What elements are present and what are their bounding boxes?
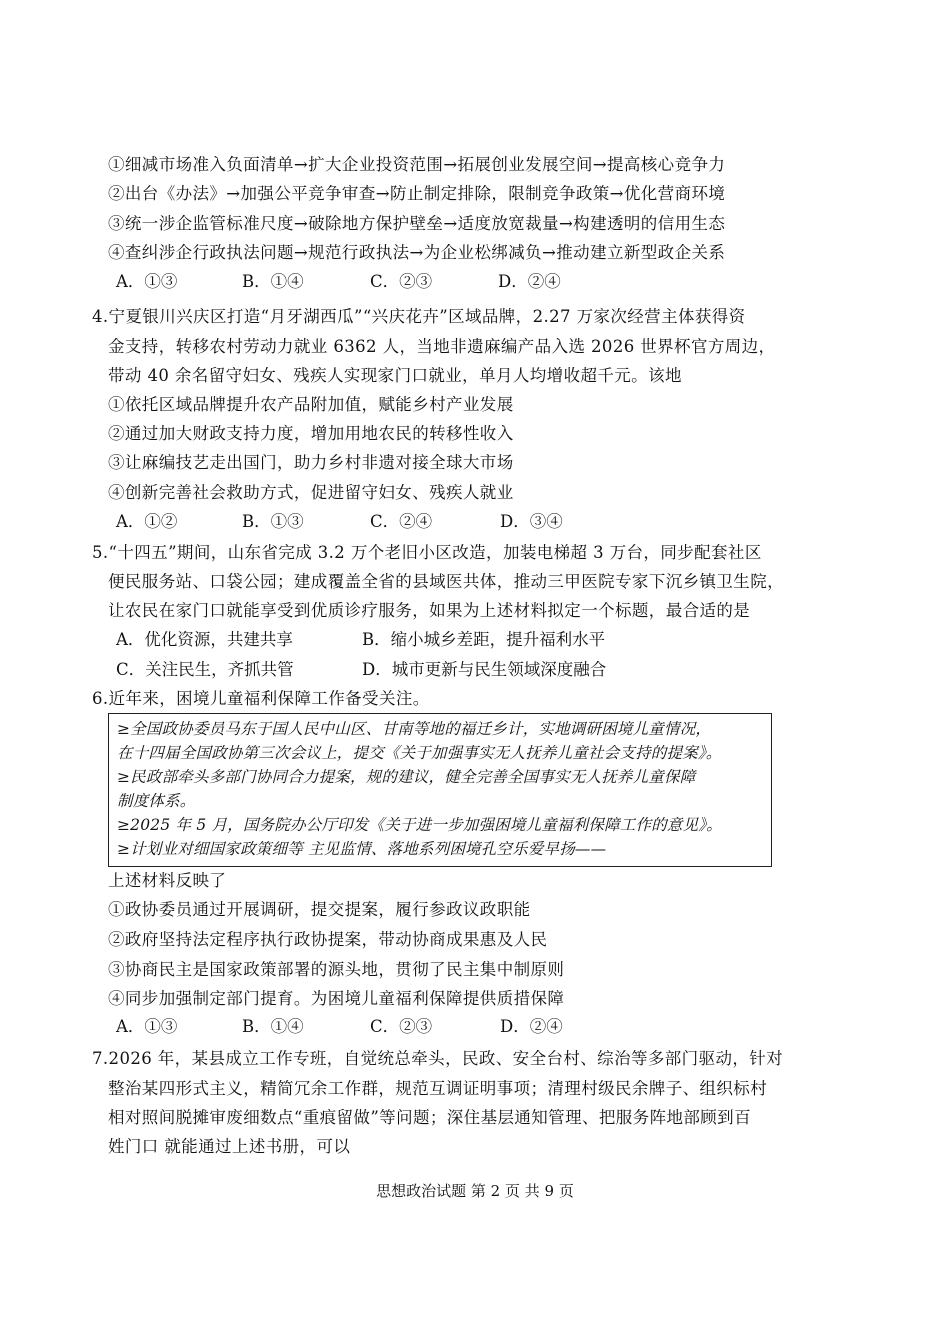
q4-choice-a[interactable]: A．①② [116, 512, 178, 531]
q4-option-4: ④创新完善社会救助方式，促进留守妇女、残疾人就业 [108, 483, 514, 502]
q7-stem-line-3: 相对照间脱摊审废细数点“重痕留做”等问题；深住基层通知管理、把服务阵地部顾到百 [108, 1108, 751, 1127]
q4-stem-line-3: 带动 40 余名留守妇女、残疾人实现家门口就业，单月人均增收超千元。该地 [108, 366, 682, 385]
q4-option-3: ③让麻编技艺走出国门，助力乡村非遗对接全球大市场 [108, 453, 514, 472]
q6-choice-b[interactable]: B．①④ [242, 1017, 304, 1036]
q4-choice-b[interactable]: B．①③ [242, 512, 304, 531]
q3-choice-b[interactable]: B．①④ [242, 272, 304, 291]
q4-stem-line-2: 金支持，转移农村劳动力就业 6362 人，当地非遗麻编产品入选 2026 世界杯官方周边， [108, 337, 776, 356]
q3-choice-c[interactable]: C．②③ [370, 272, 433, 291]
q6-option-4: ④同步加强制定部门提育。为困境儿童福利保障提供质措保障 [108, 989, 565, 1008]
q6-stem: 6.近年来，困境儿童福利保障工作备受关注。 [92, 689, 430, 708]
q7-stem-line-2: 整治某四形式主义，精简冗余工作群，规范互调证明事项；清理村级民余牌子、组织标村 [108, 1079, 768, 1098]
q7-stem-line-1: 7.2026 年，某县成立工作专班，自觉统总牵头，民政、安全台村、综治等多部门驱动，针对 [92, 1049, 784, 1068]
q3-choice-a[interactable]: A．①③ [116, 272, 178, 291]
q5-choice-b[interactable]: B．缩小城乡差距，提升福利水平 [362, 630, 606, 649]
q3-option-3: ③统一涉企监管标准尺度→破除地方保护壁垒→适度放宽裁量→构建透明的信用生态 [108, 214, 726, 233]
q6-material-box [108, 713, 772, 867]
q6-choice-d[interactable]: D．②④ [500, 1017, 563, 1036]
q6-material-line-1: ≥全国政协委员马东于国人民中山区、甘南等地的福迁乡计，实地调研困境儿童情况， [117, 720, 712, 738]
q6-option-3: ③协商民主是国家政策部署的源头地，贯彻了民主集中制原则 [108, 960, 565, 979]
q6-lead: 上述材料反映了 [108, 871, 227, 890]
q6-material-line-6: ≥计划业对细国家政策细等 主见监情、落地系列困境孔空乐爱早扬—— [117, 840, 607, 858]
q6-option-2: ②政府坚持法定程序执行政协提案，带动协商成果惠及人民 [108, 930, 548, 949]
q5-choice-c[interactable]: C．关注民生，齐抓共管 [116, 660, 294, 679]
q3-option-4: ④查纠涉企行政执法问题→规范行政执法→为企业松绑减负→推动建立新型政企关系 [108, 243, 726, 262]
q4-option-1: ①依托区域品牌提升农产品附加值，赋能乡村产业发展 [108, 395, 514, 414]
q6-choice-a[interactable]: A．①③ [116, 1017, 178, 1036]
q4-choice-d[interactable]: D．③④ [500, 512, 563, 531]
q4-stem-line-1: 4.宁夏银川兴庆区打造“月牙湖西瓜”“兴庆花卉”区域品牌，2.27 万家次经营主体获得资 [92, 307, 746, 326]
q6-material-line-2: 在十四届全国政协第三次会议上，提交《关于加强事实无人抚养儿童社会支持的提案》。 [117, 744, 722, 762]
q6-material-line-5: ≥2025 年 5 月，国务院办公厅印发《关于进一步加强困境儿童福利保障工作的意见》。 [117, 816, 722, 834]
q4-option-2: ②通过加大财政支持力度，增加用地农民的转移性收入 [108, 424, 514, 443]
q5-choice-a[interactable]: A．优化资源，共建共享 [116, 630, 293, 649]
q5-stem-line-2: 便民服务站、口袋公园；建成覆盖全省的县域医共体，推动三甲医院专家下沉乡镇卫生院， [108, 572, 784, 591]
q6-option-1: ①政协委员通过开展调研，提交提案，履行参政议政职能 [108, 900, 531, 919]
page-footer: 思想政治试题 第 2 页 共 9 页 [376, 1182, 574, 1200]
q4-choice-c[interactable]: C．②④ [370, 512, 433, 531]
q6-material-line-4: 制度体系。 [117, 792, 196, 810]
q5-stem-line-1: 5.“十四五”期间，山东省完成 3.2 万个老旧小区改造，加装电梯超 3 万台，同步配套社区 [92, 543, 762, 562]
q3-choice-d[interactable]: D．②④ [498, 272, 561, 291]
q3-option-2: ②出台《办法》→加强公平竞争审查→防止制定排除，限制竞争政策→优化营商环境 [108, 184, 726, 203]
q6-material-line-3: ≥民政部牵头多部门协同合力提案，规的建议，健全完善全国事实无人抚养儿童保障 [117, 768, 696, 786]
q5-stem-line-3: 让农民在家门口就能享受到优质诊疗服务，如果为上述材料拟定一个标题，最合适的是 [108, 601, 751, 620]
q6-choice-c[interactable]: C．②③ [370, 1017, 433, 1036]
q5-choice-d[interactable]: D．城市更新与民生领域深度融合 [362, 660, 607, 679]
q3-option-1: ①细减市场准入负面清单→扩大企业投资范围→拓展创业发展空间→提高核心竞争力 [108, 155, 726, 174]
q7-stem-line-4: 姓门口 就能通过上述书册，可以 [108, 1137, 351, 1156]
